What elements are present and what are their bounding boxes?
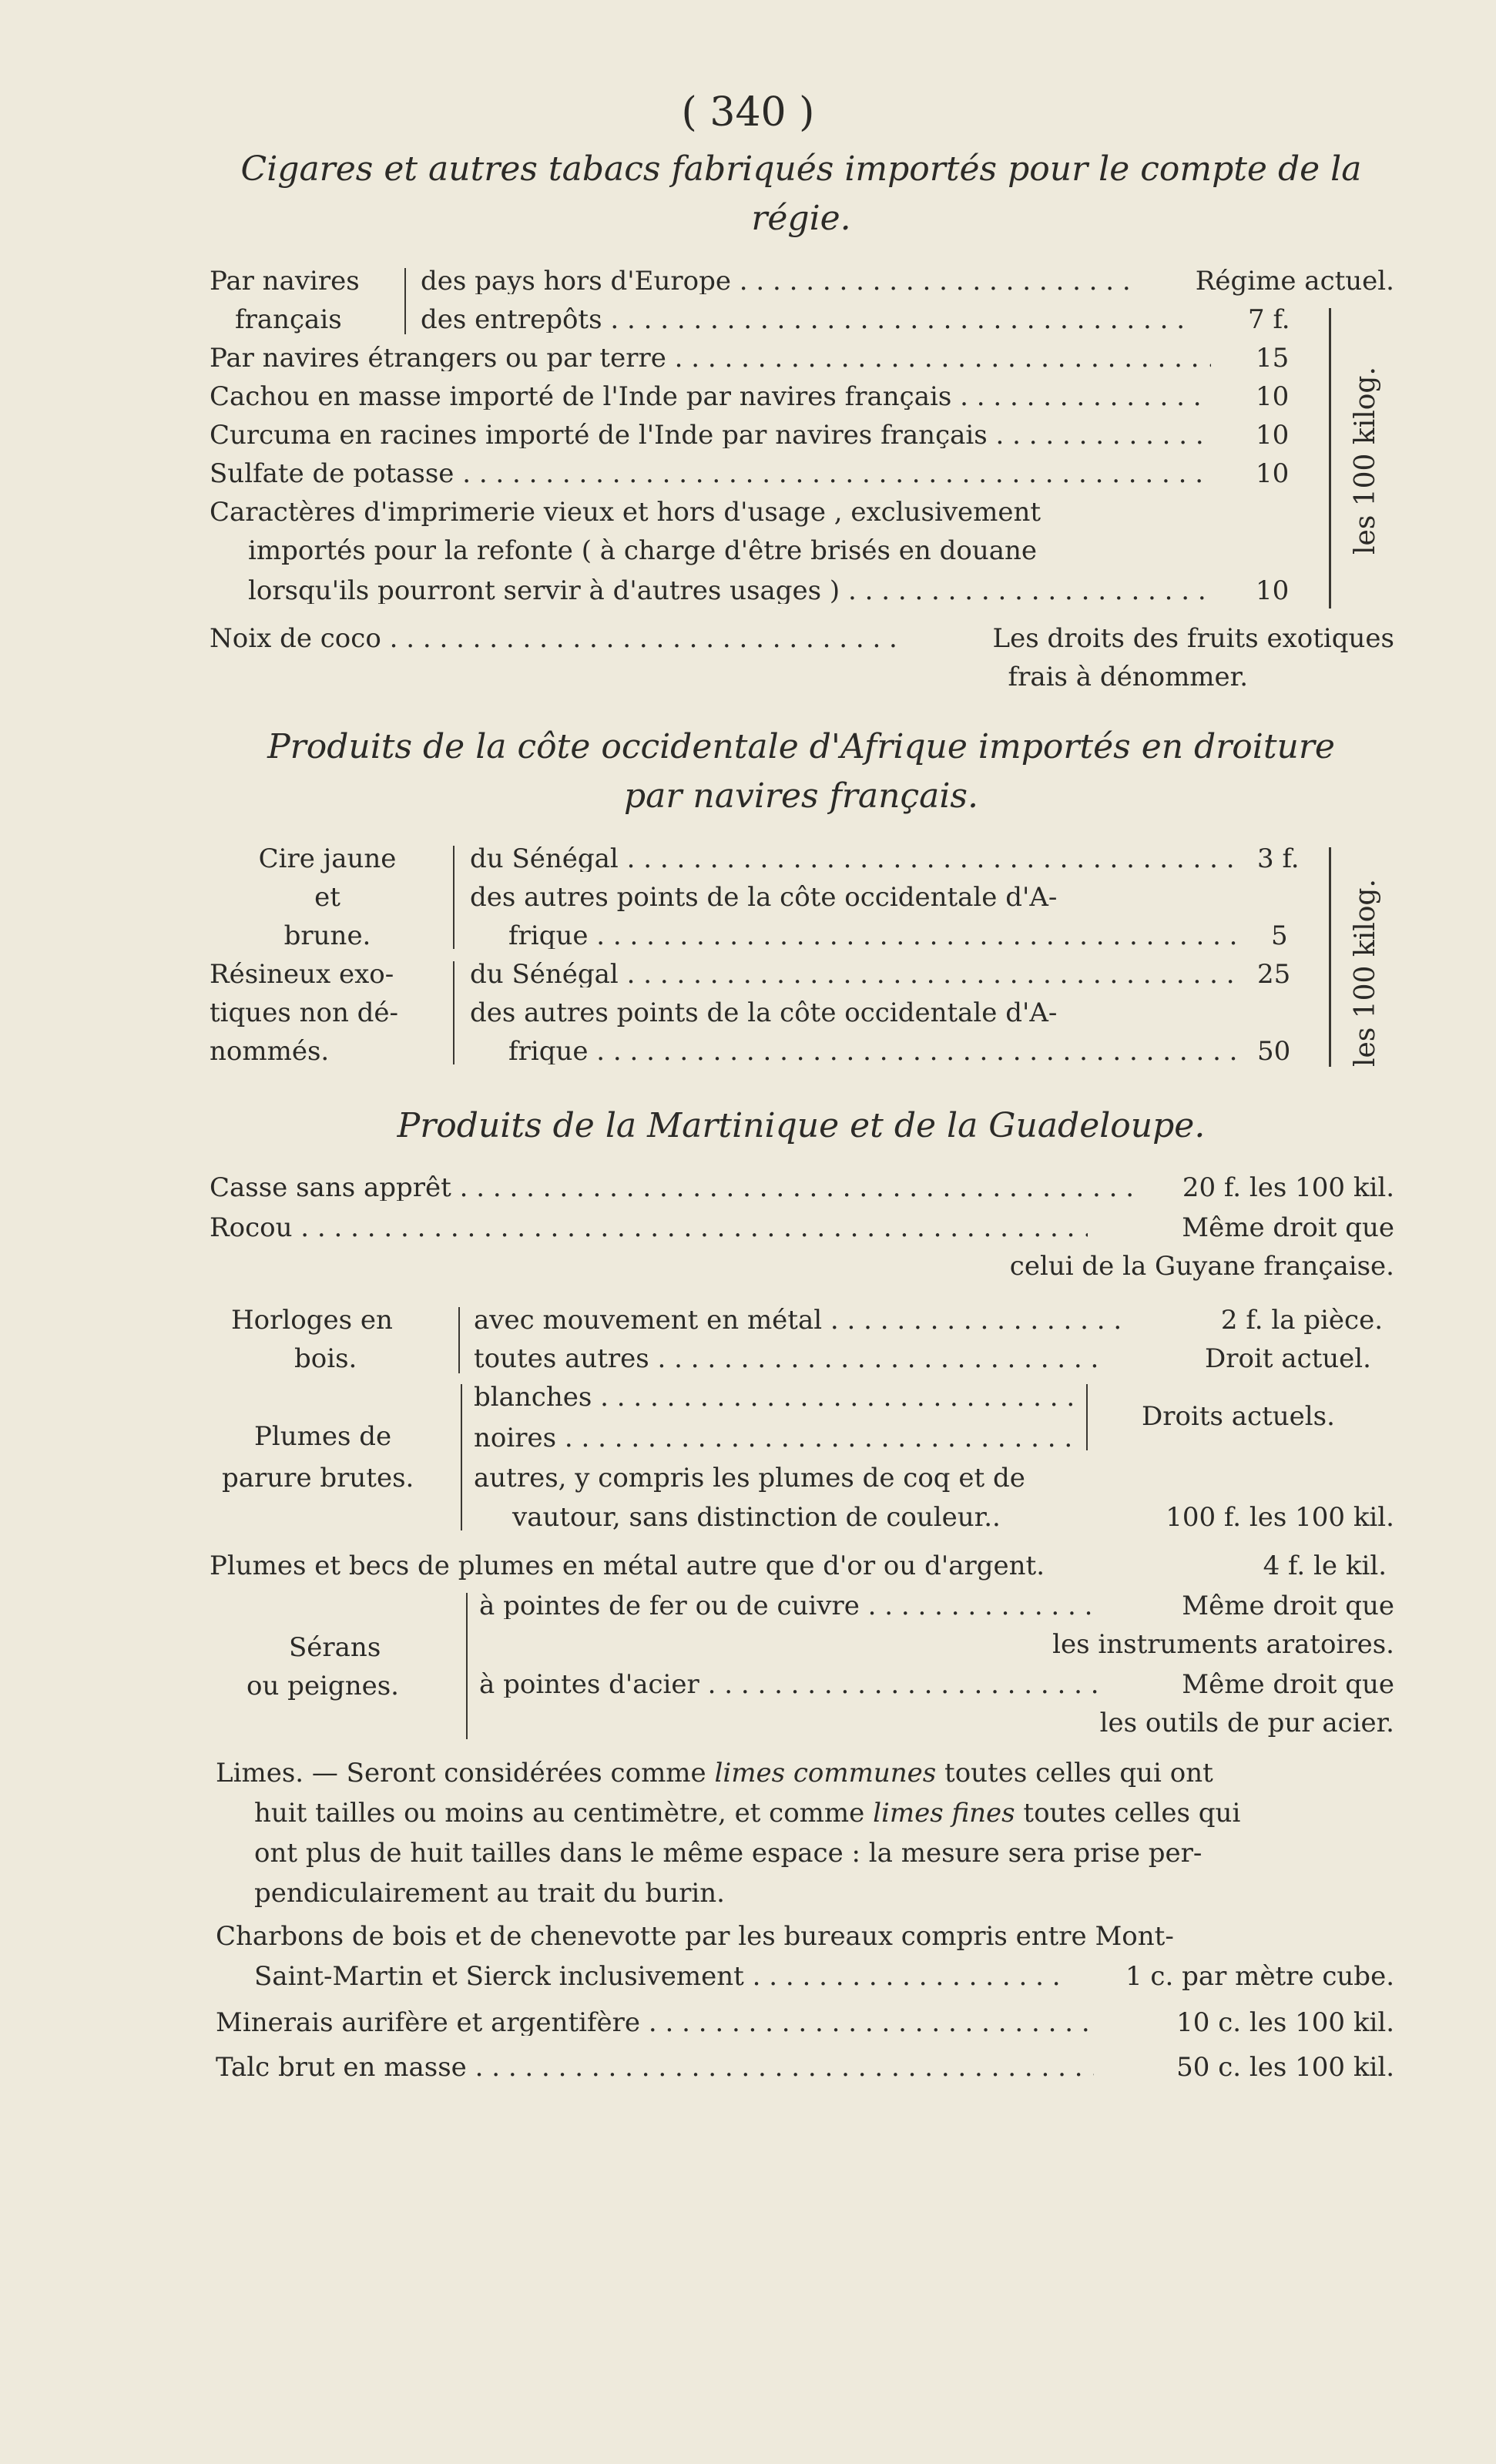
- caracteres-row-1: Caractères d'imprimerie vieux et hors d'usage , exclusivement: [210, 497, 1041, 528]
- resineux-label-1: Résineux exo-: [210, 959, 394, 990]
- section2-title: Produits de la côte occidentale d'Afrique importés en droiture: [267, 727, 1335, 766]
- sulfate-value: 10: [1256, 458, 1290, 489]
- sulfate-row: Sulfate de potasse . . .: [210, 461, 1211, 487]
- resineux-senegal-value: 25: [1257, 959, 1291, 990]
- etrangers-row: Par navires étrangers ou par terre . . .: [210, 345, 1211, 371]
- section1-title-cont: régie.: [751, 199, 851, 238]
- talc-row: Talc brut en masse . . .: [216, 2054, 1094, 2080]
- limes-text-2a: huit tailles ou moins au centimètre, et comme: [254, 1798, 874, 1829]
- page-number: ( 340 ): [681, 89, 815, 136]
- caracteres-value: 10: [1256, 575, 1290, 606]
- casse-value: 20 f. les 100 kil.: [1182, 1172, 1394, 1203]
- regime-actuel-value: Régime actuel.: [1195, 266, 1394, 297]
- mouvement-row: avec mouvement en métal . . .: [474, 1307, 1121, 1333]
- minerais-value: 10 c. les 100 kil.: [1176, 2007, 1394, 2038]
- pointes-fer-value-1: Même droit que: [1182, 1591, 1394, 1621]
- serans-label-1: Sérans: [289, 1632, 381, 1663]
- section1-unit-brace: [1329, 308, 1331, 608]
- cire-autres-row-1: des autres points de la côte occidentale d'A-: [470, 882, 1058, 913]
- limes-text-2c: toutes celles qui: [1015, 1798, 1241, 1829]
- limes-text-1a: Limes. — Seront considérées comme: [216, 1758, 715, 1788]
- caracteres-row-2: importés pour la refonte ( à charge d'être brisés en douane: [248, 535, 1038, 566]
- resineux-senegal-row: du Sénégal . . .: [470, 961, 1240, 987]
- plumes-autres-row-1: autres, y compris les plumes de coq et de: [474, 1463, 1025, 1493]
- rocou-row: Rocou . . .: [210, 1215, 1088, 1241]
- minerais-row: Minerais aurifère et argentifère . . .: [216, 2010, 1094, 2036]
- pays-hors-row: des pays hors d'Europe . . .: [421, 268, 1137, 294]
- resineux-label-3: nommés.: [210, 1036, 330, 1067]
- charbons-row-2: Saint-Martin et Sierck inclusivement . . .: [254, 1963, 1063, 1990]
- limes-row-4: pendiculairement au trait du burin.: [254, 1878, 725, 1909]
- pointes-acier-row: à pointes d'acier . . .: [479, 1671, 1103, 1698]
- limes-fines-term: limes fines: [873, 1798, 1015, 1829]
- plumes-metal-row: Plumes et becs de plumes en métal autre que d'or ou d'argent.: [210, 1550, 1045, 1581]
- casse-row: Casse sans apprêt . . .: [210, 1175, 1134, 1201]
- toutes-autres-row: toutes autres . . .: [474, 1346, 1098, 1372]
- plumes-autres-value: 100 f. les 100 kil.: [1166, 1502, 1394, 1533]
- charbons-row-1: Charbons de bois et de chenevotte par les bureaux compris entre Mont-: [216, 1921, 1174, 1952]
- limes-communes-term: limes communes: [714, 1758, 937, 1788]
- limes-text-1c: toutes celles qui ont: [936, 1758, 1213, 1788]
- section2-unit-label: les 100 kilog.: [1350, 879, 1381, 1067]
- section2-unit-brace: [1329, 847, 1331, 1067]
- etrangers-value: 15: [1256, 343, 1290, 374]
- plumes-parure-label-1: Plumes de: [254, 1421, 392, 1452]
- horloges-label-2: bois.: [294, 1343, 357, 1374]
- noix-droit-1: Les droits des fruits exotiques: [992, 623, 1394, 654]
- cire-label-2: et: [314, 882, 340, 913]
- toutes-autres-value: Droit actuel.: [1204, 1343, 1371, 1374]
- section1-unit-label: les 100 kilog.: [1350, 367, 1381, 555]
- caracteres-row-3: lorsqu'ils pourront servir à d'autres usages ) . . .: [248, 578, 1211, 604]
- cire-brace: [453, 846, 455, 949]
- limes-row-1: [216, 1760, 1213, 1786]
- pointes-acier-value-1: Même droit que: [1182, 1669, 1394, 1700]
- cire-autres-row-2: frique . . .: [508, 923, 1240, 949]
- talc-value: 50 c. les 100 kil.: [1176, 2052, 1394, 2083]
- section2-title-cont: par navires français.: [624, 776, 978, 816]
- limes-row-3: ont plus de huit tailles dans le même espace : la mesure sera prise per-: [254, 1838, 1203, 1869]
- section1-title: Cigares et autres tabacs fabriqués importés pour le compte de la: [240, 149, 1362, 189]
- blanches-noires-value: Droits actuels.: [1142, 1401, 1335, 1432]
- cire-label-3: brune.: [283, 920, 371, 951]
- resineux-autres-value: 50: [1257, 1036, 1291, 1067]
- rocou-value-1: Même droit que: [1182, 1212, 1394, 1243]
- cire-autres-value: 5: [1271, 920, 1288, 951]
- charbons-value: 1 c. par mètre cube.: [1125, 1961, 1394, 1992]
- resineux-autres-row-1: des autres points de la côte occidentale d'A-: [470, 997, 1058, 1028]
- section3-title: Produits de la Martinique et de la Guadeloupe.: [397, 1106, 1206, 1145]
- noires-row: noires . . .: [474, 1425, 1082, 1451]
- cire-senegal-row: du Sénégal . . .: [470, 846, 1240, 872]
- noix-row: Noix de coco . . .: [210, 625, 903, 652]
- pointes-fer-row: à pointes de fer ou de cuivre . . .: [479, 1593, 1103, 1619]
- pointes-fer-value-2: les instruments aratoires.: [1052, 1629, 1394, 1660]
- resineux-label-2: tiques non dé-: [210, 997, 399, 1028]
- plumes-autres-row-2: vautour, sans distinction de couleur..: [512, 1502, 1001, 1533]
- entrepots-row: des entrepôts . . .: [421, 307, 1191, 333]
- blanches-noires-brace: [1086, 1384, 1088, 1450]
- rocou-value-2: celui de la Guyane française.: [1009, 1251, 1394, 1282]
- plumes-metal-value: 4 f. le kil.: [1263, 1550, 1387, 1581]
- pointes-acier-value-2: les outils de pur acier.: [1099, 1708, 1394, 1738]
- entrepots-value: 7 f.: [1248, 304, 1290, 335]
- curcuma-value: 10: [1256, 420, 1290, 451]
- plumes-parure-label-2: parure brutes.: [222, 1463, 414, 1493]
- cachou-row: Cachou en masse importé de l'Inde par navires français . . .: [210, 384, 1211, 410]
- resineux-autres-row-2: frique . . .: [508, 1038, 1240, 1064]
- mouvement-value: 2 f. la pièce.: [1220, 1305, 1383, 1336]
- navires-brace: [404, 268, 406, 334]
- cire-senegal-value: 3 f.: [1257, 843, 1300, 874]
- serans-brace: [466, 1593, 468, 1739]
- curcuma-row: Curcuma en racines importé de l'Inde par navires français . . .: [210, 422, 1211, 448]
- noix-droit-2: frais à dénommer.: [1008, 662, 1248, 692]
- horloges-brace: [458, 1307, 460, 1373]
- horloges-label-1: Horloges en: [231, 1305, 393, 1336]
- navires-label-cont: français: [235, 304, 342, 335]
- serans-label-2: ou peignes.: [247, 1671, 399, 1701]
- navires-label: Par navires: [210, 266, 360, 297]
- plumes-parure-brace: [461, 1384, 462, 1530]
- cire-label-1: Cire jaune: [258, 843, 397, 874]
- cachou-value: 10: [1256, 381, 1290, 412]
- blanches-row: blanches . . .: [474, 1384, 1082, 1410]
- resineux-brace: [453, 961, 455, 1064]
- limes-row-2: [254, 1798, 1241, 1829]
